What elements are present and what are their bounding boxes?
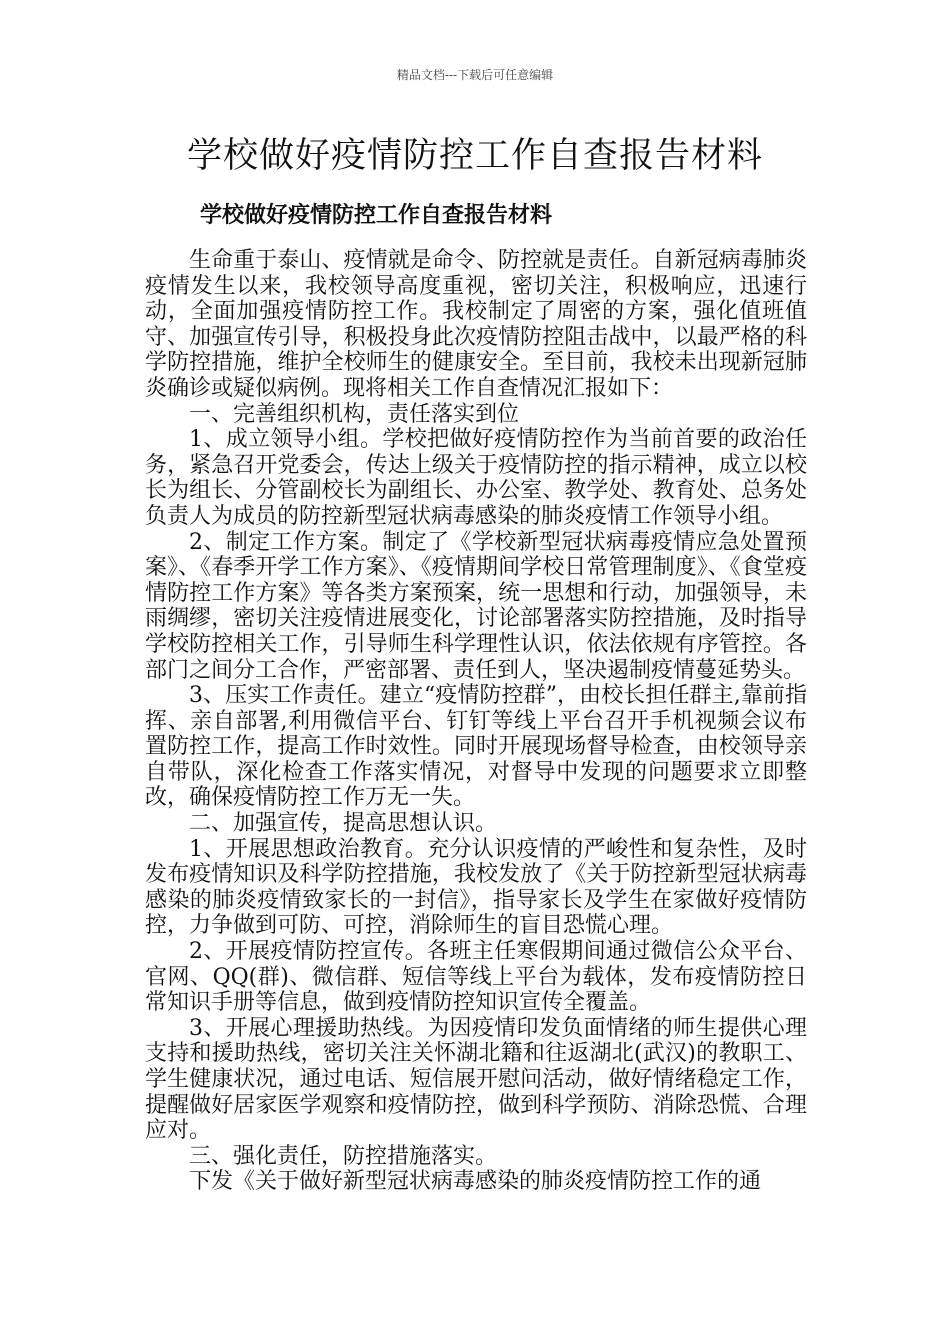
section-heading-1: 一、完善组织机构，责任落实到位 bbox=[189, 401, 520, 427]
document-subtitle: 学校做好疫情防控工作自查报告材料 bbox=[200, 202, 553, 228]
paragraph-2-3: 3、开展心理援助热线。为因疫情印发负面情绪的师生提供心理支持和援助热线，密切关注关怀湖北籍和往返湖北(武汉)的教职工、学生健康状况，通过电话、短信展开慰问活动，做好情绪稳定工作，提醒做好居家医学观察和疫情防控，做到科学预防、消除恐慌、合理应对。 bbox=[145, 1015, 807, 1144]
paragraph-1-3: 3、压实工作责任。建立“疫情防控群”，由校长担任群主,靠前指挥、亲自部署,利用微信平台、钉钉等线上平台召开手机视频会议布置防控工作，提高工作时效性。同时开展现场督导检查，由校领导亲自带队，深化检查工作落实情况，对督导中发现的问题要求立即整改，确保疫情防控工作万无一失。 bbox=[145, 683, 807, 811]
paragraph-1-2: 2、制定工作方案。制定了《学校新型冠状病毒疫情应急处置预案》、《春季开学工作方案》、《疫情期间学校日常管理制度》、《食堂疫情防控工作方案》等各类方案预案，统一思想和行动，加强领导，未雨绸缪，密切关注疫情进展变化，讨论部署落实防控措施，及时指导学校防控相关工作，引导师生科学理性认识，依法依规有序管控。各部门之间分工合作，严密部署、责任到人，坚决遏制疫情蔓延势头。 bbox=[145, 529, 807, 683]
paragraph-1-1: 1、成立领导小组。学校把做好疫情防控作为当前首要的政治任务，紧急召开党委会，传达上级关于疫情防控的指示精神，成立以校长为组长、分管副校长为副组长、办公室、教学处、教育处、总务处负责人为成员的防控新型冠状病毒感染的肺炎疫情工作领导小组。 bbox=[145, 427, 807, 529]
section-heading-2: 二、加强宣传，提高思想认识。 bbox=[189, 811, 498, 837]
document-body bbox=[145, 248, 807, 1195]
paragraph-3-1: 下发《关于做好新型冠状病毒感染的肺炎疫情防控工作的通 bbox=[189, 1169, 762, 1195]
document-title: 学校做好疫情防控工作自查报告材料 bbox=[186, 136, 763, 176]
section-heading-3: 三、强化责任，防控措施落实。 bbox=[189, 1143, 498, 1169]
paragraph-intro: 生命重于泰山、疫情就是命令、防控就是责任。自新冠病毒肺炎疫情发生以来，我校领导高度重视，密切关注，积极响应，迅速行动，全面加强疫情防控工作。我校制定了周密的方案，强化值班值守、加强宣传引导，积极投身此次疫情防控阻击战中，以最严格的科学防控措施，维护全校师生的健康安全。至目前，我校未出现新冠肺炎确诊或疑似病例。现将相关工作自查情况汇报如下： bbox=[145, 248, 807, 401]
paragraph-2-2: 2、开展疫情防控宣传。各班主任寒假期间通过微信公众平台、官网、QQ(群)、微信群、短信等线上平台为载体，发布疫情防控日常知识手册等信息，做到疫情防控知识宣传全覆盖。 bbox=[145, 939, 807, 1016]
paragraph-2-1: 1、开展思想政治教育。充分认识疫情的严峻性和复杂性，及时发布疫情知识及科学防控措施，我校发放了《关于防控新型冠状病毒感染的肺炎疫情致家长的一封信》，指导家长及学生在家做好疫情防控，力争做到可防、可控，消除师生的盲目恐慌心理。 bbox=[145, 836, 807, 939]
header-note: 精品文档---下载后可任意编辑 bbox=[396, 68, 554, 82]
